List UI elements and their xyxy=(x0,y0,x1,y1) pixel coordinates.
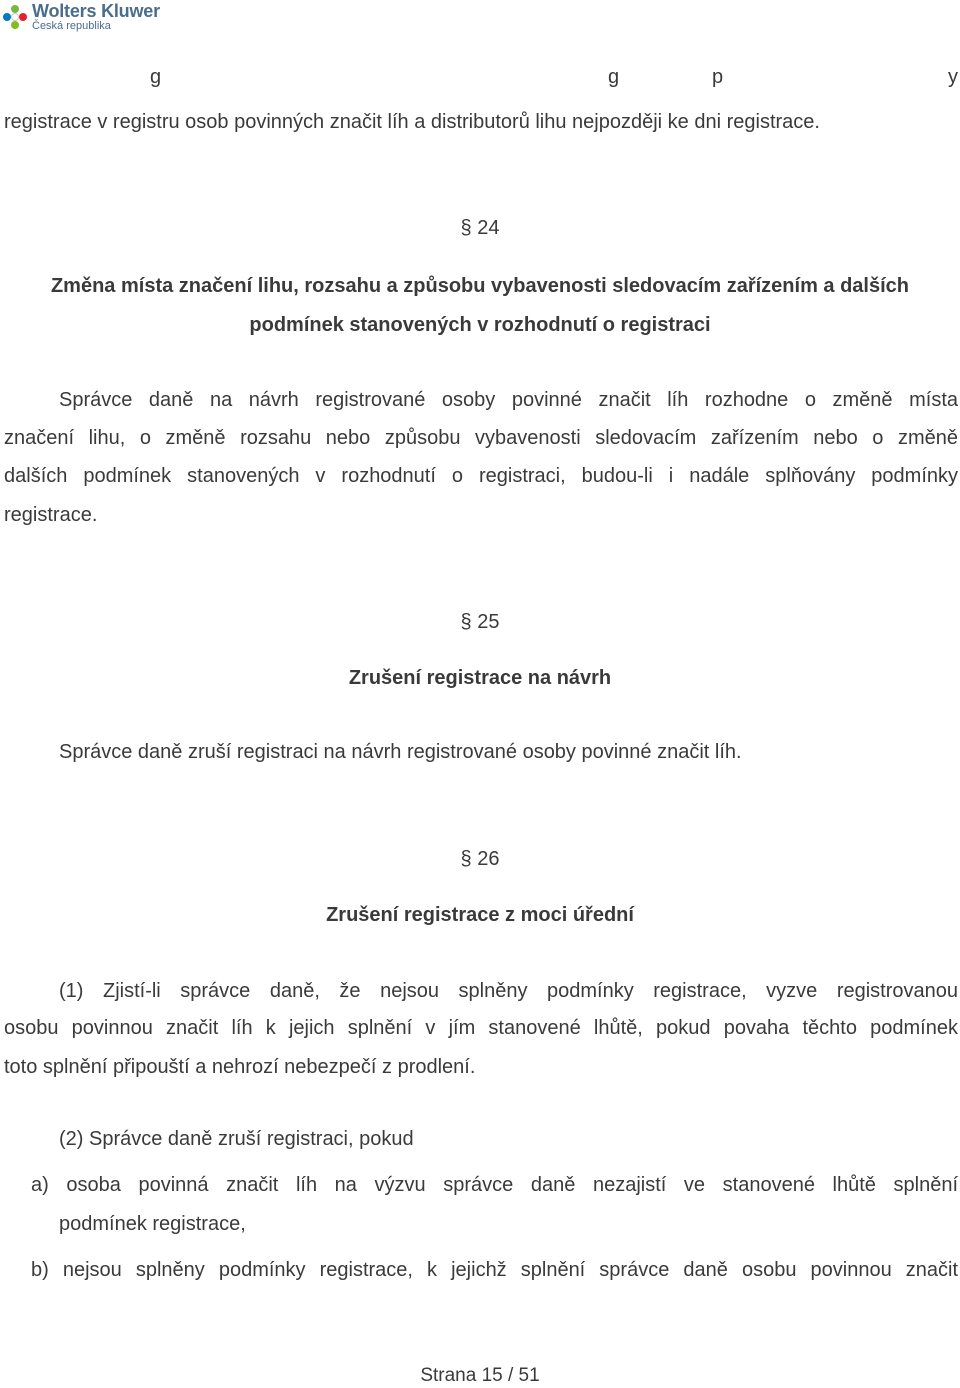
section-24-text-line-1: Správce daně na návrh registrované osoby povinné značit líh rozhodne o změně místa xyxy=(59,389,958,411)
section-26-title: Zrušení registrace z moci úřední xyxy=(326,904,634,926)
section-26-p1-line-3: toto splnění připouští a nehrozí nebezpečí z prodlení. xyxy=(4,1056,476,1078)
continuation-text: registrace v registru osob povinných značit líh a distributorů lihu nejpozději ke dni registrace. xyxy=(4,111,820,133)
section-26-item-a-line-1: a) osoba povinná značit líh na výzvu správce daně nezajistí ve stanovené lhůtě splnění xyxy=(31,1174,958,1196)
brand-name: Wolters Kluwer xyxy=(32,1,160,21)
section-26-p1-line-2: osobu povinnou značit líh k jejich splnění v jím stanovené lhůtě, pokud povaha těchto podmínek xyxy=(4,1017,958,1039)
section-24-text-line-2: značení lihu, o změně rozsahu nebo způsobu vybavenosti sledovacím zařízením nebo o změně xyxy=(4,427,958,449)
section-25-title: Zrušení registrace na návrh xyxy=(348,667,612,689)
section-26-p2: (2) Správce daně zruší registraci, pokud xyxy=(59,1128,414,1150)
section-26-number: § 26 xyxy=(460,848,500,870)
section-26-item-b-line-1: b) nejsou splněny podmínky registrace, k jejichž splnění správce daně osobu povinnou značit xyxy=(31,1259,958,1281)
section-25-number: § 25 xyxy=(460,611,500,633)
cut-off-line: g g p y xyxy=(150,66,958,88)
section-25-text: Správce daně zruší registraci na návrh registrované osoby povinné značit líh. xyxy=(59,741,742,763)
logo-mark-icon xyxy=(2,4,28,30)
section-24-title-line-2: podmínek stanovených v rozhodnutí o registraci xyxy=(249,314,711,336)
section-26-item-a-line-2: podmínek registrace, xyxy=(59,1213,246,1235)
section-26-p1-line-1: (1) Zjistí-li správce daně, že nejsou splněny podmínky registrace, vyzve registrovanou xyxy=(59,980,958,1002)
section-24-text-line-3: dalších podmínek stanovených v rozhodnutí o registraci, budou-li i nadále splňovány podmínky xyxy=(4,465,958,487)
section-24-number: § 24 xyxy=(460,217,500,239)
wolters-kluwer-logo xyxy=(2,2,160,32)
brand-region: Česká republika xyxy=(32,20,111,32)
section-24-title-line-1: Změna místa značení lihu, rozsahu a způsobu vybavenosti sledovacím zařízením a dalších xyxy=(50,275,910,297)
section-24-text-line-4: registrace. xyxy=(4,504,98,526)
page-number: Strana 15 / 51 xyxy=(420,1365,540,1386)
